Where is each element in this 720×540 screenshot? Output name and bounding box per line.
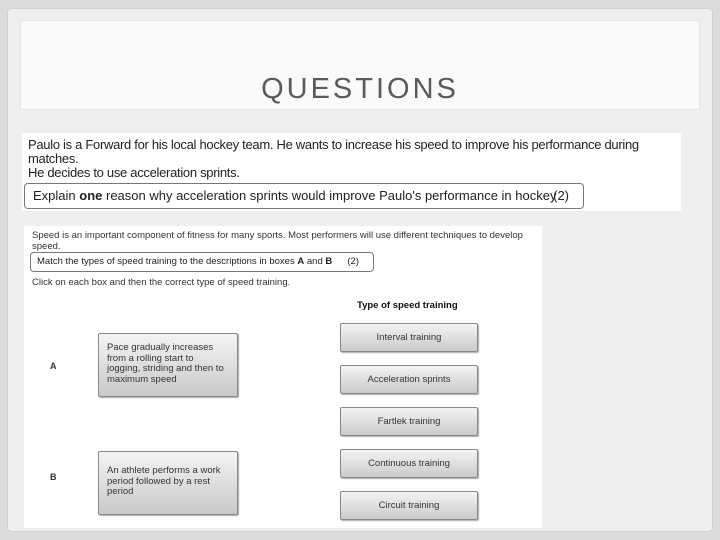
option-circuit-training[interactable]: Circuit training — [340, 491, 478, 520]
box-b-label: B — [50, 472, 57, 482]
prompt-text: Match the types of speed training to the descriptions in boxes — [37, 256, 298, 267]
instruction: Click on each box and then the correct type of speed training. — [32, 277, 291, 288]
question-1-prompt — [24, 183, 584, 209]
prompt-and: and — [304, 256, 326, 267]
intro-line-1: Paulo is a Forward for his local hockey team. He wants to increase his speed to improve his performance during matches. — [28, 137, 639, 166]
question-2-prompt — [30, 252, 374, 272]
option-continuous-training[interactable]: Continuous training — [340, 449, 478, 478]
slide-title: QUESTIONS — [261, 73, 459, 105]
options-heading: Type of speed training — [357, 300, 458, 311]
prompt-a: A — [297, 256, 305, 267]
box-a-label: A — [50, 361, 57, 371]
marks: (2) — [347, 256, 359, 267]
question-2-image — [24, 226, 542, 528]
box-b[interactable]: An athlete performs a work period followed by a rest period — [98, 451, 238, 515]
title-box — [20, 20, 700, 110]
option-interval-training[interactable]: Interval training — [340, 323, 478, 352]
question-1-image — [22, 133, 681, 211]
question-2-intro: Speed is an important component of fitness for many sports. Most performers will use different techniques to develop speed. — [32, 230, 523, 252]
option-fartlek-training[interactable]: Fartlek training — [340, 407, 478, 436]
question-1-intro — [28, 138, 681, 180]
prompt-text: Explain — [33, 188, 80, 203]
prompt-text-end: reason why acceleration sprints would improve Paulo's performance in hockey — [102, 188, 557, 203]
marks: (2) — [553, 188, 569, 203]
prompt-bold: one — [79, 188, 103, 203]
prompt-b: B — [325, 256, 333, 267]
box-a[interactable]: Pace gradually increases from a rolling start to jogging, striding and then to maximum speed — [98, 333, 238, 397]
intro-line-2: He decides to use acceleration sprints. — [28, 165, 240, 180]
option-acceleration-sprints[interactable]: Acceleration sprints — [340, 365, 478, 394]
